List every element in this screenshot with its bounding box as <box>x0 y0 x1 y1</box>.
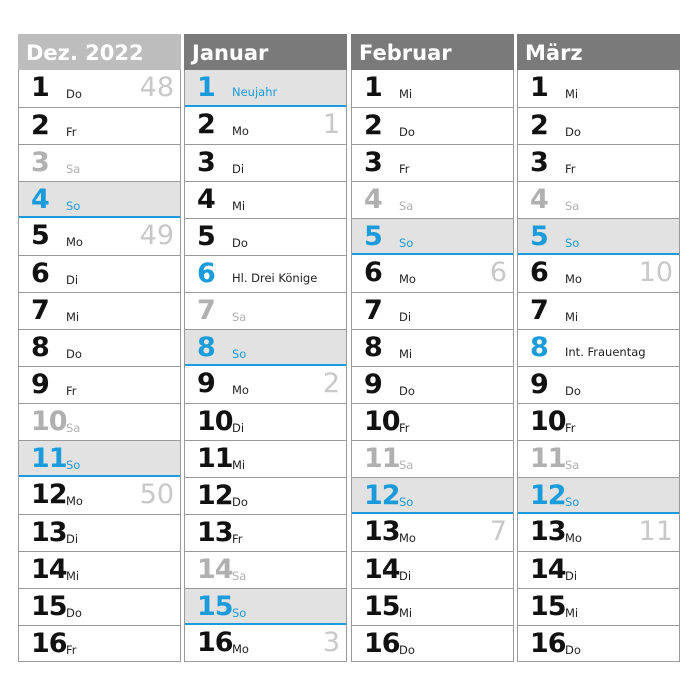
day-row <box>185 403 346 440</box>
day-number: 9 <box>530 369 548 400</box>
weekday-label: Fr <box>232 532 243 546</box>
weekday-label: Di <box>565 569 578 583</box>
day-number: 6 <box>530 257 548 288</box>
weekday-label: Di <box>66 532 79 546</box>
weekday-label: Mi <box>232 199 246 213</box>
day-number: 15 <box>364 591 400 622</box>
day-number: 2 <box>530 110 548 141</box>
week-number: 48 <box>139 72 174 103</box>
weekday-label: Fr <box>399 421 410 435</box>
day-row <box>19 181 180 218</box>
weekday-label: So <box>399 236 414 250</box>
day-row <box>185 440 346 477</box>
day-number: 1 <box>197 72 215 103</box>
day-number: 13 <box>31 517 67 548</box>
weekday-label: Mi <box>565 87 579 101</box>
week-number: 7 <box>489 516 507 547</box>
day-number: 14 <box>364 554 400 585</box>
day-number: 10 <box>364 406 400 437</box>
weekday-label: Sa <box>232 310 247 324</box>
day-number: 12 <box>364 480 400 511</box>
day-number: 9 <box>197 368 215 399</box>
day-row <box>352 181 513 218</box>
weekday-label: Mo <box>399 272 416 286</box>
day-row <box>518 514 679 551</box>
day-number: 5 <box>31 220 49 251</box>
day-number: 8 <box>197 332 215 363</box>
weekday-label: Fr <box>565 421 576 435</box>
weekday-label: Do <box>565 384 581 398</box>
week-number: 49 <box>139 220 174 251</box>
day-row <box>352 70 513 107</box>
day-row <box>185 255 346 292</box>
weekday-label: Do <box>399 384 415 398</box>
holiday-label: Neujahr <box>232 85 278 99</box>
day-number: 7 <box>530 295 548 326</box>
weekday-label: Do <box>232 495 248 509</box>
weekday-label: Mo <box>66 235 83 249</box>
day-row <box>518 329 679 366</box>
weekday-label: So <box>399 495 414 509</box>
weekday-label: So <box>232 347 247 361</box>
day-number: 11 <box>197 443 233 474</box>
weekday-label: Do <box>66 606 82 620</box>
day-row <box>19 329 180 366</box>
day-row <box>185 625 346 662</box>
day-row <box>518 144 679 181</box>
day-number: 2 <box>364 110 382 141</box>
day-number: 10 <box>530 406 566 437</box>
day-row <box>19 107 180 144</box>
day-number: 2 <box>31 110 49 141</box>
day-row <box>19 514 180 551</box>
day-number: 12 <box>197 480 233 511</box>
day-list <box>351 70 514 662</box>
day-number: 3 <box>31 147 49 178</box>
day-number: 16 <box>364 628 400 659</box>
day-number: 2 <box>197 109 215 140</box>
weekday-label: Mi <box>232 458 246 472</box>
day-row <box>352 144 513 181</box>
weekday-label: Sa <box>399 199 414 213</box>
weekday-label: Mo <box>232 124 249 138</box>
day-number: 9 <box>31 369 49 400</box>
weekday-label: Mi <box>66 569 80 583</box>
weekday-label: Fr <box>66 643 77 657</box>
day-number: 15 <box>530 591 566 622</box>
day-number: 4 <box>197 184 215 215</box>
weekday-label: Di <box>232 162 245 176</box>
day-number: 5 <box>364 221 382 252</box>
day-row <box>19 70 180 107</box>
day-number: 8 <box>31 332 49 363</box>
day-number: 4 <box>530 184 548 215</box>
weekday-label: So <box>565 236 580 250</box>
day-row <box>352 514 513 551</box>
day-row <box>518 70 679 107</box>
day-number: 10 <box>31 406 67 437</box>
weekday-label: Do <box>399 125 415 139</box>
day-row <box>352 625 513 662</box>
day-number: 3 <box>530 147 548 178</box>
day-number: 9 <box>364 369 382 400</box>
day-row <box>19 551 180 588</box>
weekday-label: So <box>565 495 580 509</box>
week-number: 3 <box>322 627 340 658</box>
weekday-label: Di <box>232 421 245 435</box>
day-number: 1 <box>31 72 49 103</box>
day-row <box>19 440 180 477</box>
day-number: 12 <box>530 480 566 511</box>
day-row <box>352 403 513 440</box>
day-row <box>19 255 180 292</box>
day-number: 6 <box>31 258 49 289</box>
day-number: 14 <box>31 554 67 585</box>
day-row <box>185 144 346 181</box>
weekday-label: Do <box>565 643 581 657</box>
week-number: 1 <box>322 109 340 140</box>
weekday-label: Mi <box>565 310 579 324</box>
month-column <box>184 34 347 662</box>
day-row <box>185 514 346 551</box>
day-row <box>352 329 513 366</box>
weekday-label: Di <box>66 273 79 287</box>
day-row <box>185 551 346 588</box>
day-list <box>18 70 181 662</box>
weekday-label: Fr <box>66 384 77 398</box>
month-header: Februar <box>351 34 514 70</box>
day-list <box>517 70 680 662</box>
month-column <box>517 34 680 662</box>
weekday-label: Mo <box>565 531 582 545</box>
weekday-label: Fr <box>399 162 410 176</box>
weekday-label: So <box>66 458 81 472</box>
day-number: 7 <box>31 295 49 326</box>
day-row <box>185 329 346 366</box>
day-row <box>19 292 180 329</box>
day-number: 13 <box>530 516 566 547</box>
day-number: 16 <box>31 628 67 659</box>
day-row <box>518 218 679 255</box>
day-row <box>352 255 513 292</box>
day-row <box>518 403 679 440</box>
weekday-label: Sa <box>66 421 81 435</box>
day-number: 4 <box>31 184 49 215</box>
day-number: 1 <box>530 72 548 103</box>
day-number: 5 <box>530 221 548 252</box>
weekday-label: Mi <box>399 347 413 361</box>
weekday-label: Mi <box>399 87 413 101</box>
day-number: 6 <box>364 257 382 288</box>
weekday-label: Mo <box>565 272 582 286</box>
day-row <box>352 292 513 329</box>
day-number: 14 <box>530 554 566 585</box>
day-row <box>19 477 180 514</box>
weekday-label: Sa <box>399 458 414 472</box>
day-number: 14 <box>197 554 233 585</box>
weekday-label: Mi <box>399 606 413 620</box>
day-row <box>19 588 180 625</box>
day-row <box>19 218 180 255</box>
day-number: 15 <box>31 591 67 622</box>
weekday-label: Do <box>399 643 415 657</box>
day-row <box>19 403 180 440</box>
day-row <box>185 181 346 218</box>
day-number: 16 <box>530 628 566 659</box>
day-row <box>518 366 679 403</box>
day-row <box>518 255 679 292</box>
day-row <box>185 107 346 144</box>
weekday-label: Fr <box>565 162 576 176</box>
day-number: 4 <box>364 184 382 215</box>
day-row <box>185 366 346 403</box>
day-number: 3 <box>364 147 382 178</box>
day-number: 16 <box>197 627 233 658</box>
week-number: 50 <box>139 479 174 510</box>
day-number: 8 <box>530 332 548 363</box>
weekday-label: Sa <box>565 199 580 213</box>
weekday-label: So <box>66 199 81 213</box>
weekday-label: Fr <box>66 125 77 139</box>
weekday-label: Mo <box>232 383 249 397</box>
day-row <box>518 292 679 329</box>
weekday-label: Mo <box>399 531 416 545</box>
weekday-label: Sa <box>565 458 580 472</box>
day-number: 12 <box>31 479 67 510</box>
week-number: 2 <box>322 368 340 399</box>
day-number: 6 <box>197 258 215 289</box>
weekday-label: So <box>232 606 247 620</box>
weekday-label: Mi <box>66 310 80 324</box>
day-row <box>19 366 180 403</box>
weekday-label: Do <box>232 236 248 250</box>
week-number: 10 <box>638 257 673 288</box>
weekday-label: Mo <box>66 494 83 508</box>
day-number: 8 <box>364 332 382 363</box>
day-row <box>518 551 679 588</box>
day-row <box>185 588 346 625</box>
day-row <box>518 107 679 144</box>
day-number: 3 <box>197 147 215 178</box>
weekday-label: Do <box>66 347 82 361</box>
day-number: 15 <box>197 591 233 622</box>
calendar-grid <box>18 34 680 662</box>
weekday-label: Sa <box>232 569 247 583</box>
month-column <box>351 34 514 662</box>
day-row <box>518 477 679 514</box>
day-row <box>352 477 513 514</box>
weekday-label: Sa <box>66 162 81 176</box>
week-number: 6 <box>489 257 507 288</box>
day-row <box>352 218 513 255</box>
month-header: März <box>517 34 680 70</box>
day-row <box>352 588 513 625</box>
day-number: 1 <box>364 72 382 103</box>
day-row <box>352 107 513 144</box>
weekday-label: Di <box>399 310 412 324</box>
day-row <box>352 551 513 588</box>
day-number: 7 <box>364 295 382 326</box>
weekday-label: Mo <box>232 642 249 656</box>
weekday-label: Do <box>565 125 581 139</box>
day-number: 5 <box>197 221 215 252</box>
day-row <box>185 292 346 329</box>
day-row <box>185 70 346 107</box>
day-number: 7 <box>197 295 215 326</box>
day-list <box>184 70 347 662</box>
month-header: Dez. 2022 <box>18 34 181 70</box>
day-number: 11 <box>364 443 400 474</box>
weekday-label: Mi <box>565 606 579 620</box>
day-number: 13 <box>364 516 400 547</box>
holiday-label: Int. Frauentag <box>565 345 646 359</box>
day-row <box>518 625 679 662</box>
day-row <box>185 218 346 255</box>
day-row <box>518 440 679 477</box>
day-row <box>185 477 346 514</box>
weekday-label: Di <box>399 569 412 583</box>
day-number: 10 <box>197 406 233 437</box>
day-row <box>518 588 679 625</box>
day-row <box>19 625 180 662</box>
day-row <box>518 181 679 218</box>
week-number: 11 <box>638 516 673 547</box>
weekday-label: Do <box>66 87 82 101</box>
holiday-label: Hl. Drei Könige <box>232 271 318 285</box>
day-row <box>352 366 513 403</box>
day-number: 11 <box>31 443 67 474</box>
month-column <box>18 34 181 662</box>
day-row <box>352 440 513 477</box>
day-row <box>19 144 180 181</box>
day-number: 13 <box>197 517 233 548</box>
day-number: 11 <box>530 443 566 474</box>
month-header: Januar <box>184 34 347 70</box>
